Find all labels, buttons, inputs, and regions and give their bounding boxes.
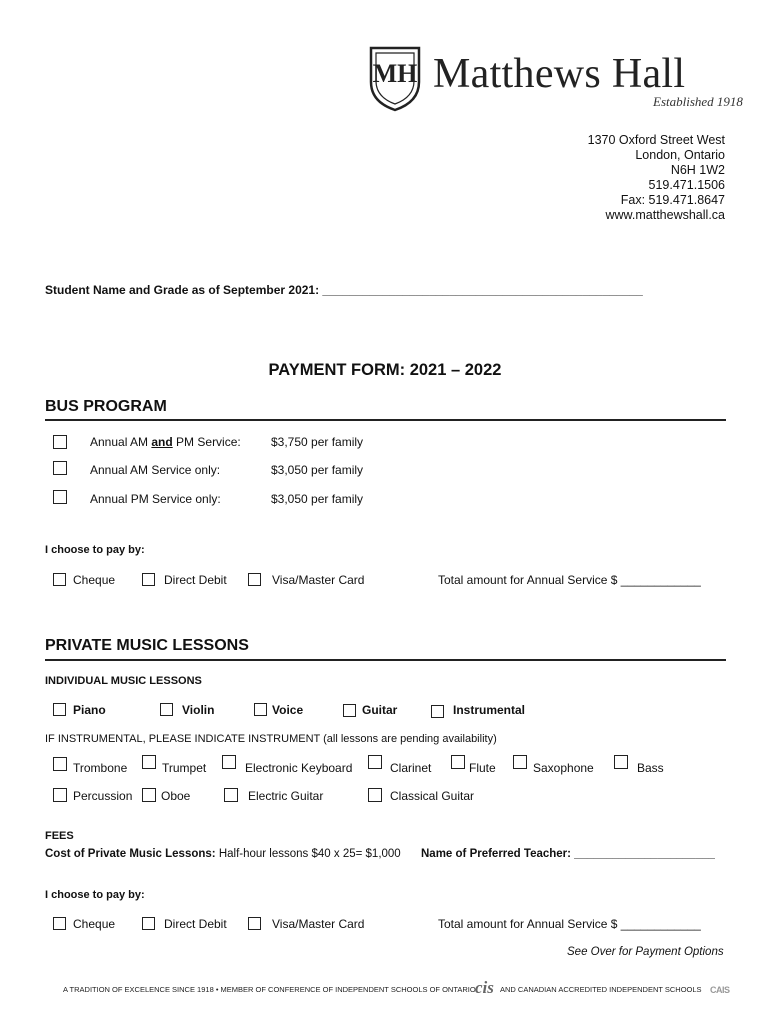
electric-guitar-label: Electric Guitar (248, 789, 324, 803)
oboe-checkbox[interactable] (142, 788, 156, 802)
bus-pay-visa-label: Visa/Master Card (272, 573, 365, 587)
bus-total-field[interactable]: Total amount for Annual Service $ ____________ (438, 573, 701, 587)
section-divider (45, 419, 726, 421)
classical-guitar-checkbox[interactable] (368, 788, 382, 802)
instrumental-checkbox[interactable] (431, 705, 444, 718)
bass-checkbox[interactable] (614, 755, 628, 769)
phone-line: 519.471.1506 (648, 178, 725, 192)
music-pay-visa-checkbox[interactable] (248, 917, 261, 930)
bus-pay-debit-checkbox[interactable] (142, 573, 155, 586)
address-line: London, Ontario (635, 148, 725, 162)
instrumental-label: Instrumental (453, 703, 526, 717)
fees-heading: FEES (45, 830, 74, 842)
instrument-note: IF INSTRUMENTAL, PLEASE INDICATE INSTRUMENT (all lessons are pending availability) (45, 733, 497, 745)
bus-pay-cheque-label: Cheque (73, 573, 116, 587)
address-block (588, 133, 725, 223)
see-over-note: See Over for Payment Options (567, 946, 724, 958)
electric-guitar-checkbox[interactable] (224, 788, 238, 802)
bus-am-pm-label: Annual AM and PM Service: (90, 435, 241, 449)
voice-label: Voice (272, 703, 304, 717)
flute-label: Flute (469, 761, 496, 775)
music-pay-debit-checkbox[interactable] (142, 917, 155, 930)
saxophone-checkbox[interactable] (513, 755, 527, 769)
established-text: Established 1918 (653, 94, 743, 109)
percussion-checkbox[interactable] (53, 788, 67, 802)
voice-checkbox[interactable] (254, 703, 267, 716)
address-line: 1370 Oxford Street West (587, 133, 725, 147)
guitar-label: Guitar (362, 703, 398, 717)
bus-pay-cheque-checkbox[interactable] (53, 573, 66, 586)
bus-am-only-checkbox[interactable] (53, 461, 67, 475)
school-crest-logo (365, 44, 425, 112)
trombone-checkbox[interactable] (53, 757, 67, 771)
cais-logo: CAIS (710, 985, 730, 995)
bus-pay-by-label: I choose to pay by: (45, 544, 145, 556)
saxophone-label: Saxophone (533, 761, 594, 775)
music-pay-debit-label: Direct Debit (164, 917, 227, 931)
bus-pm-only-checkbox[interactable] (53, 490, 67, 504)
section-divider (45, 659, 726, 661)
cis-logo: cis (475, 978, 494, 997)
trumpet-label: Trumpet (162, 761, 207, 775)
electronic-keyboard-label: Electronic Keyboard (245, 761, 353, 775)
clarinet-checkbox[interactable] (368, 755, 382, 769)
footer-text-cais: AND CANADIAN ACCREDITED INDEPENDENT SCHOOLS (500, 985, 702, 994)
fees-line: Cost of Private Music Lessons: Half-hour lessons $40 x 25= $1,000 (45, 848, 401, 860)
classical-guitar-label: Classical Guitar (390, 789, 475, 803)
bus-pay-visa-checkbox[interactable] (248, 573, 261, 586)
student-name-field[interactable]: Student Name and Grade as of September 2021: ________________________________________________ (45, 283, 643, 297)
music-pay-visa-label: Visa/Master Card (272, 917, 365, 931)
violin-checkbox[interactable] (160, 703, 173, 716)
bus-pm-only-price: $3,050 per family (271, 492, 364, 506)
address-line: N6H 1W2 (670, 163, 725, 177)
piano-label: Piano (73, 703, 106, 717)
music-pay-cheque-label: Cheque (73, 917, 116, 931)
fax-line: Fax: 519.471.8647 (620, 193, 725, 207)
form-title: PAYMENT FORM: 2021 – 2022 (268, 361, 502, 379)
flute-checkbox[interactable] (451, 755, 465, 769)
electronic-keyboard-checkbox[interactable] (222, 755, 236, 769)
music-total-field[interactable]: Total amount for Annual Service $ ____________ (438, 917, 701, 931)
bus-am-only-label: Annual AM Service only: (90, 463, 221, 477)
guitar-checkbox[interactable] (343, 704, 356, 717)
music-pay-cheque-checkbox[interactable] (53, 917, 66, 930)
trumpet-checkbox[interactable] (142, 755, 156, 769)
bus-pay-debit-label: Direct Debit (164, 573, 227, 587)
brand-name: Matthews Hall (433, 51, 686, 97)
piano-checkbox[interactable] (53, 703, 66, 716)
trombone-label: Trombone (73, 761, 128, 775)
bus-program-heading: BUS PROGRAM (45, 398, 167, 415)
bass-label: Bass (637, 761, 664, 775)
bus-am-only-price: $3,050 per family (271, 463, 364, 477)
bus-am-pm-price: $3,750 per family (271, 435, 364, 449)
bus-am-pm-checkbox[interactable] (53, 435, 67, 449)
music-pay-by-label: I choose to pay by: (45, 889, 145, 901)
website-line: www.matthewshall.ca (605, 208, 725, 222)
bus-pm-only-label: Annual PM Service only: (90, 492, 221, 506)
crest-monogram: MH (372, 59, 418, 88)
individual-lessons-label: INDIVIDUAL MUSIC LESSONS (45, 675, 202, 687)
music-lessons-heading: PRIVATE MUSIC LESSONS (45, 637, 249, 654)
footer-text: A TRADITION OF EXCELENCE SINCE 1918 • MEMBER OF CONFERENCE OF INDEPENDENT SCHOOLS OF ONTARIO (63, 985, 476, 994)
preferred-teacher-field[interactable]: Name of Preferred Teacher: ______________________ (421, 848, 715, 860)
percussion-label: Percussion (73, 789, 133, 803)
oboe-label: Oboe (161, 789, 191, 803)
clarinet-label: Clarinet (390, 761, 432, 775)
violin-label: Violin (182, 703, 215, 717)
